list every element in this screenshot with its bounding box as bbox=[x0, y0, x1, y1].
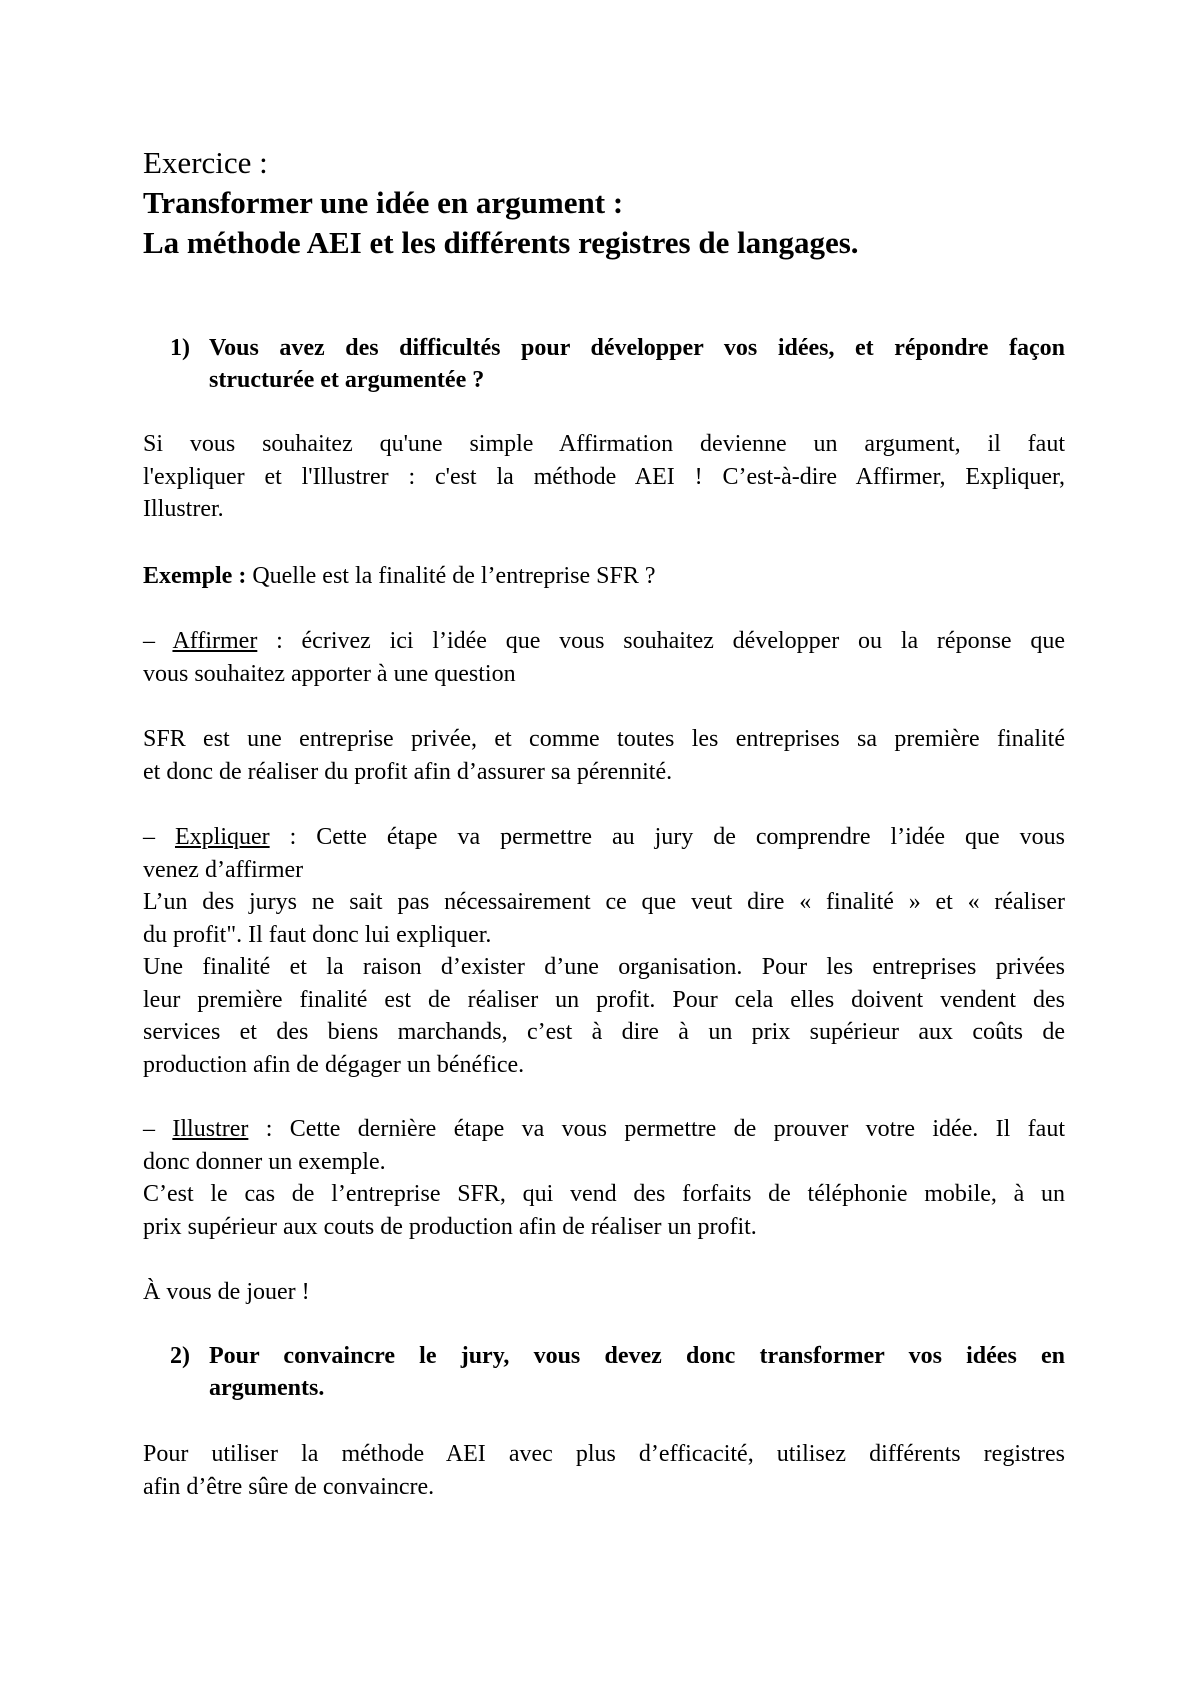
expliquer-line-1 bbox=[143, 821, 1065, 854]
expliquer-line-8: production afin de dégager un bénéfice. bbox=[143, 1051, 525, 1078]
section-1-heading-line1: Vous avez des difficultés pour développer vos idées, et répondre façon bbox=[209, 335, 1065, 361]
affirmer-dash: – bbox=[143, 628, 173, 654]
example-question: Quelle est la finalité de l’entreprise SFR ? bbox=[246, 563, 656, 589]
section-2-number: 2) bbox=[170, 1343, 190, 1369]
expliquer-line-7: services et des biens marchands, c’est à dire à un prix supérieur aux coûts de bbox=[143, 1019, 1065, 1045]
affirmer-line-1 bbox=[143, 625, 1065, 658]
expliquer-line-1-rest: : Cette étape va permettre au jury de comprendre l’idée que vous bbox=[269, 824, 1066, 850]
illustrer-paragraph bbox=[143, 1113, 1065, 1243]
illustrer-line-4: prix supérieur aux couts de production afin de réaliser un profit. bbox=[143, 1213, 757, 1240]
section-1-number: 1) bbox=[170, 335, 190, 361]
affirmer-answer-line-2: et donc de réaliser du profit afin d’assurer sa pérennité. bbox=[143, 758, 673, 785]
intro-line-1: Si vous souhaitez qu'une simple Affirmation devienne un argument, il faut bbox=[143, 431, 1065, 457]
expliquer-line-4: du profit". Il faut donc lui expliquer. bbox=[143, 921, 492, 948]
section-2-heading-line1: Pour convaincre le jury, vous devez donc transformer vos idées en bbox=[209, 1343, 1065, 1369]
affirmer-line-1-rest: : écrivez ici l’idée que vous souhaitez développer ou la réponse que bbox=[257, 628, 1065, 654]
example-paragraph bbox=[143, 560, 1065, 593]
illustrer-dash: – bbox=[143, 1116, 173, 1142]
expliquer-dash: – bbox=[143, 824, 175, 850]
title-main: Transformer une idée en argument : bbox=[143, 185, 624, 220]
affirmer-line-2: vous souhaitez apporter à une question bbox=[143, 660, 516, 687]
expliquer-line-6: leur première finalité est de réaliser un profit. Pour cela elles doivent vendent des bbox=[143, 986, 1065, 1013]
closing-paragraph bbox=[143, 1438, 1065, 1503]
affirmer-paragraph bbox=[143, 625, 1065, 690]
example-line bbox=[143, 560, 1065, 593]
illustrer-line-1-rest: : Cette dernière étape va vous permettre de prouver votre idée. Il faut bbox=[248, 1116, 1065, 1142]
a-vous-paragraph bbox=[143, 1276, 1065, 1309]
expliquer-keyword: Expliquer bbox=[174, 824, 270, 850]
example-label: Exemple : bbox=[143, 563, 247, 589]
section-1-heading bbox=[143, 332, 1065, 396]
expliquer-line-5: Une finalité et la raison d’exister d’une organisation. Pour les entreprises privées bbox=[143, 954, 1065, 980]
illustrer-line-3: C’est le cas de l’entreprise SFR, qui vend des forfaits de téléphonie mobile, à un bbox=[143, 1181, 1065, 1207]
intro-paragraph bbox=[143, 428, 1065, 526]
title-subtitle: La méthode AEI et les différents registres de langages. bbox=[143, 225, 859, 260]
section-1-heading-line2: structurée et argumentée ? bbox=[209, 367, 485, 393]
affirmer-answer-line-1: SFR est une entreprise privée, et comme toutes les entreprises sa première finalité bbox=[143, 726, 1065, 752]
illustrer-keyword: Illustrer bbox=[172, 1116, 249, 1142]
affirmer-answer-paragraph bbox=[143, 723, 1065, 788]
title-exercice: Exercice : bbox=[143, 145, 268, 180]
intro-line-3: Illustrer. bbox=[143, 496, 224, 522]
a-vous-line: À vous de jouer ! bbox=[143, 1279, 310, 1305]
title-block bbox=[143, 143, 1065, 263]
affirmer-keyword: Affirmer bbox=[172, 628, 258, 654]
closing-line-2: afin d’être sûre de convaincre. bbox=[143, 1473, 435, 1500]
illustrer-line-2: donc donner un exemple. bbox=[143, 1148, 386, 1175]
section-2-heading-line2: arguments. bbox=[209, 1375, 325, 1401]
expliquer-line-2: venez d’affirmer bbox=[143, 856, 304, 883]
illustrer-line-1 bbox=[143, 1113, 1065, 1146]
intro-line-2: l'expliquer et l'Illustrer : c'est la méthode AEI ! C’est-à-dire Affirmer, Expliquer, bbox=[143, 463, 1065, 490]
closing-line-1: Pour utiliser la méthode AEI avec plus d’efficacité, utilisez différents registres bbox=[143, 1441, 1065, 1467]
section-2-heading bbox=[143, 1340, 1065, 1404]
expliquer-paragraph bbox=[143, 821, 1065, 1081]
expliquer-line-3: L’un des jurys ne sait pas nécessairement ce que veut dire « finalité » et « réaliser bbox=[143, 889, 1065, 915]
